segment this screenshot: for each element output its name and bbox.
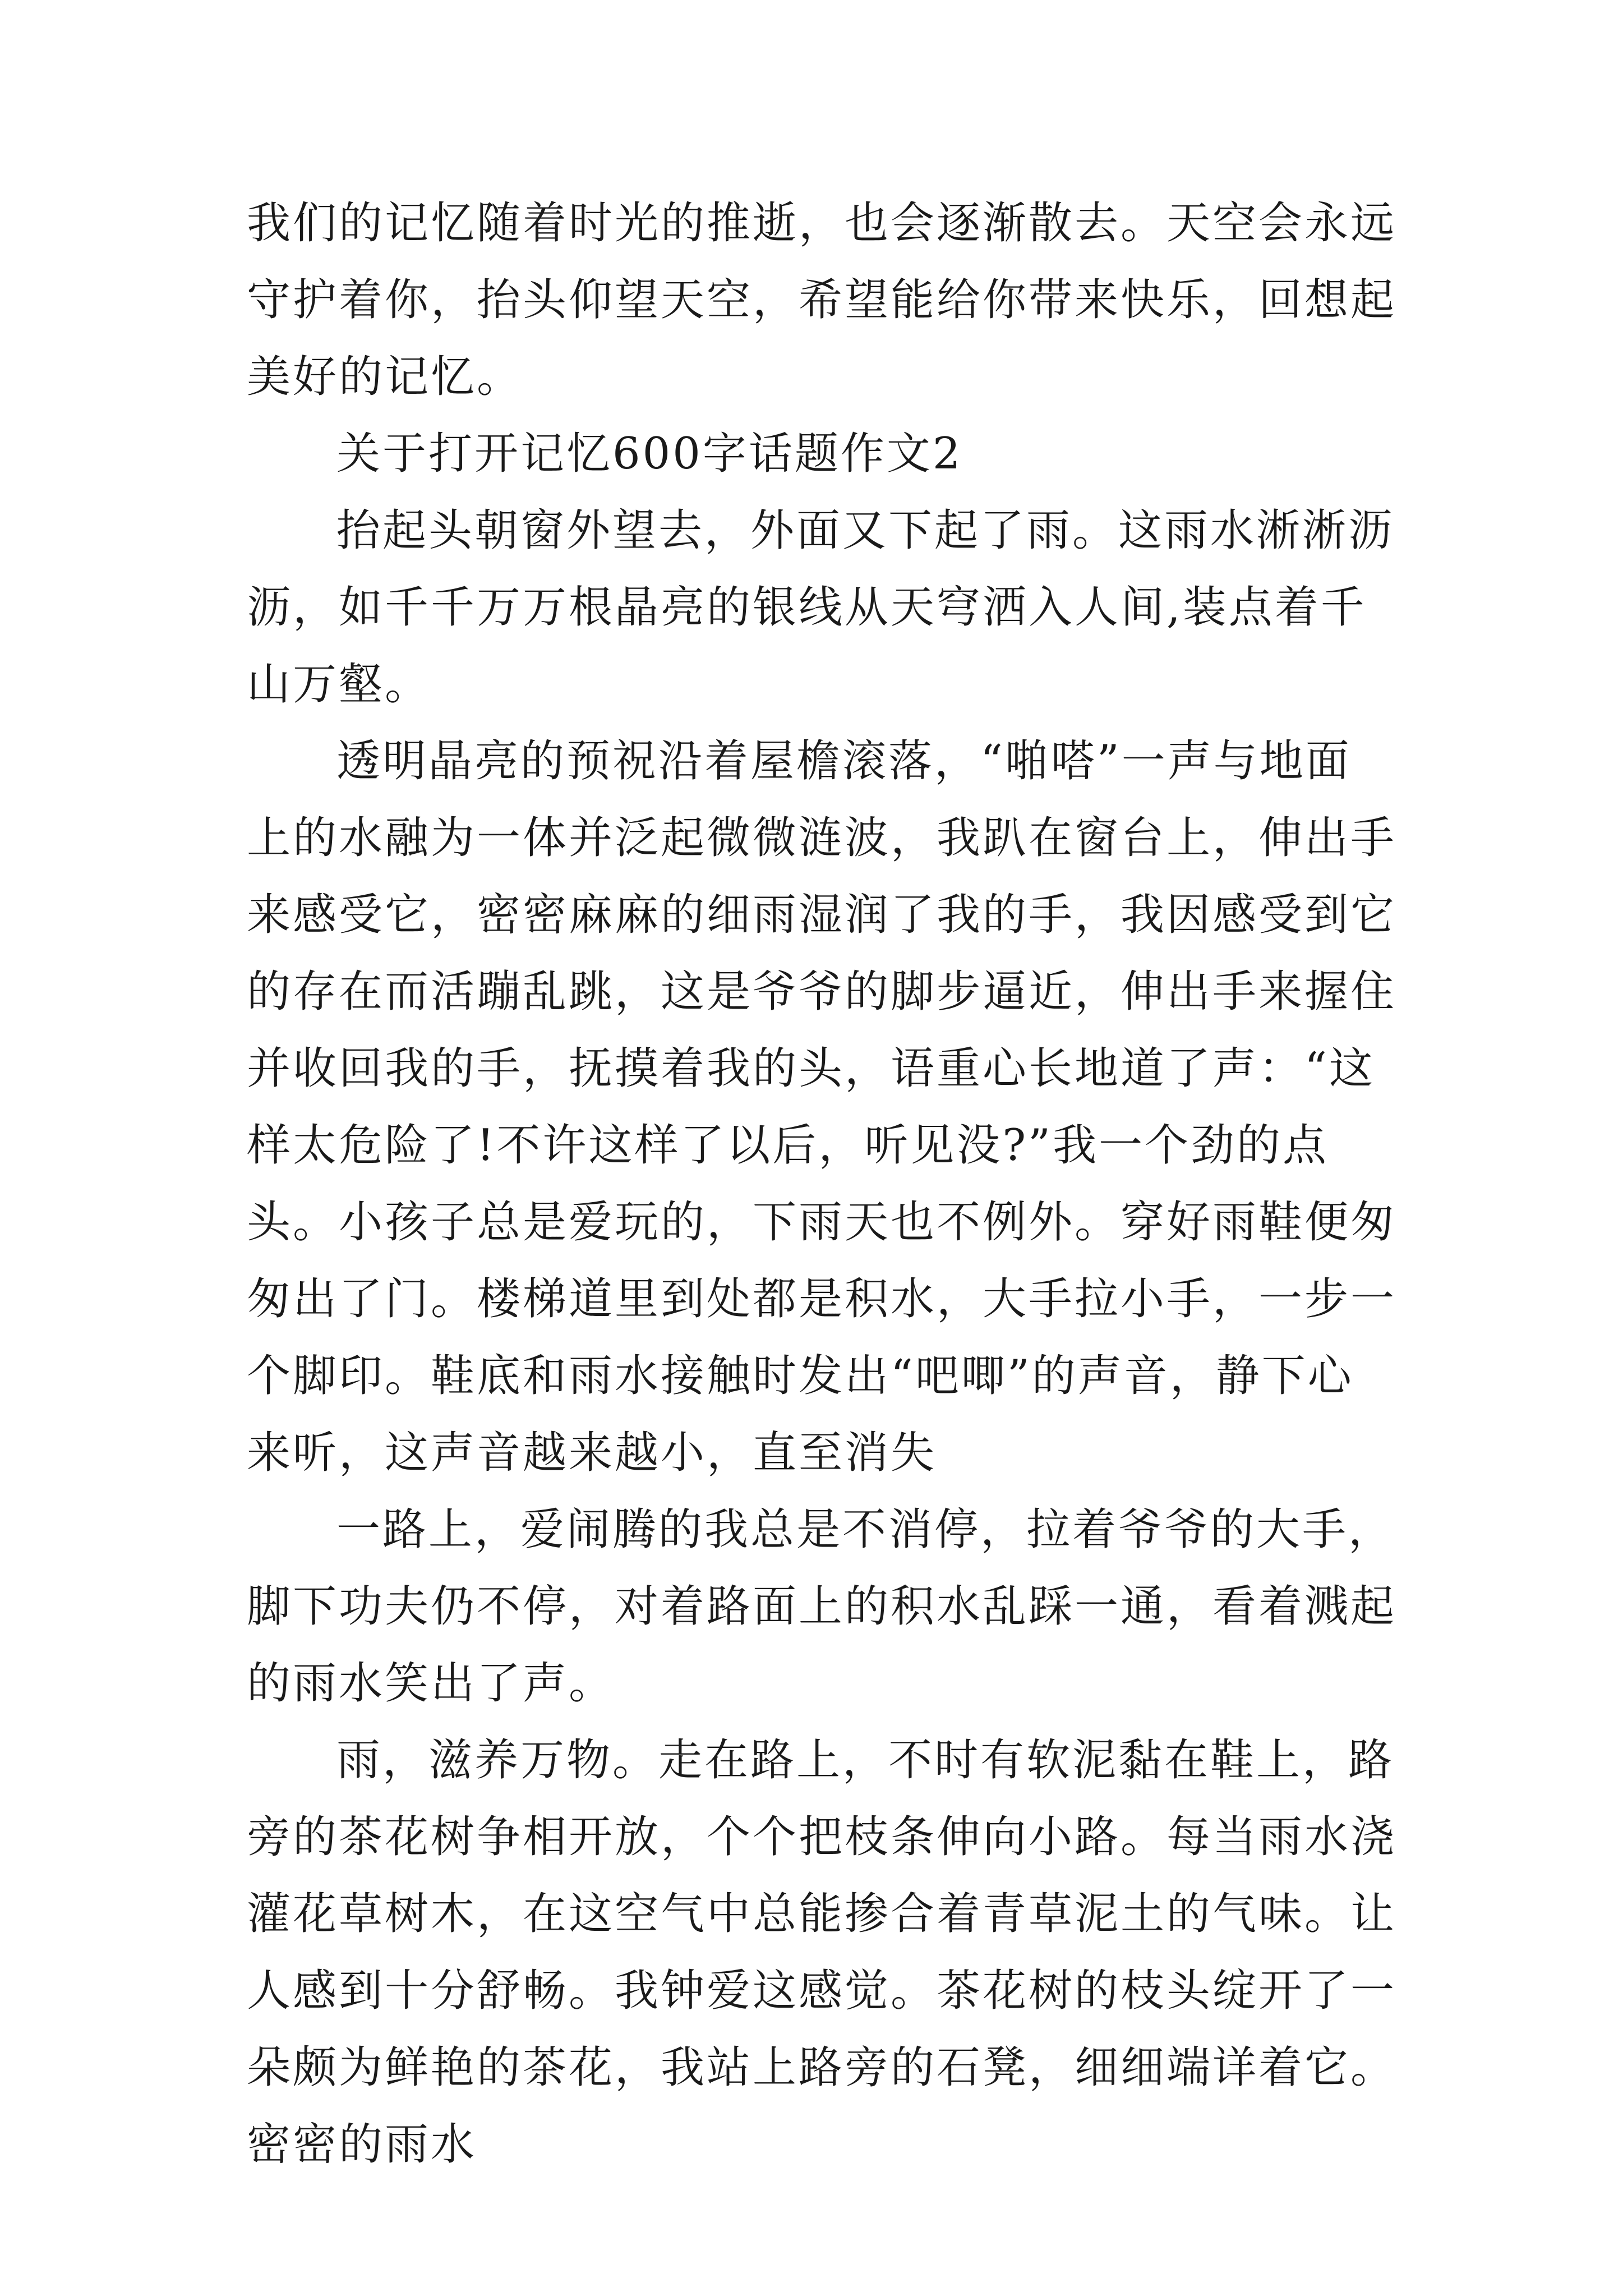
paragraph: 抬起头朝窗外望去，外面又下起了雨。这雨水淅淅沥沥，如千千万万根晶亮的银线从天穹洒入人间,装点着千山万壑。: [247, 505, 1395, 710]
document-body: [247, 185, 1396, 2183]
paragraph: 透明晶亮的预祝沿着屋檐滚落，“啪嗒”一声与地面上的水融为一体并泛起微微涟波，我趴在窗台上，伸出手来感受它，密密麻麻的细雨湿润了我的手，我因感受到它的存在而活蹦乱跳，这是爷爷的脚步逼近，伸出手来握住并收回我的手，抚摸着我的头，语重心长地道了声：“这样太危险了!不许这样了以后，听见没?”我一个劲的点头。小孩子总是爱玩的，下雨天也不例外。穿好雨鞋便匆匆出了门。楼梯道里到处都是积水，大手拉小手，一步一个脚印。鞋底和雨水接触时发出“吧唧”的声音，静下心来听，这声音越来越小，直至消失: [247, 736, 1397, 1478]
essay-title: 关于打开记忆600字话题作文2: [336, 429, 963, 479]
paragraph-continuation: 我们的记忆随着时光的推逝，也会逐渐散去。天空会永远守护着你，抬头仰望天空，希望能给你带来快乐，回想起美好的记忆。: [247, 198, 1397, 402]
paragraph: 雨，滋养万物。走在路上，不时有软泥黏在鞋上，路旁的茶花树争相开放，个个把枝条伸向小路。每当雨水浇灌花草树木，在这空气中总能掺合着青草泥土的气味。让人感到十分舒畅。我钟爱这感觉。茶花树的枝头绽开了一朵颇为鲜艳的茶花，我站上路旁的石凳，细细端详着它。密密的雨水: [247, 1735, 1397, 2170]
paragraph: 一路上，爱闹腾的我总是不消停，拉着爷爷的大手，脚下功夫仍不停，对着路面上的积水乱踩一通，看着溅起的雨水笑出了声。: [247, 1504, 1397, 1709]
